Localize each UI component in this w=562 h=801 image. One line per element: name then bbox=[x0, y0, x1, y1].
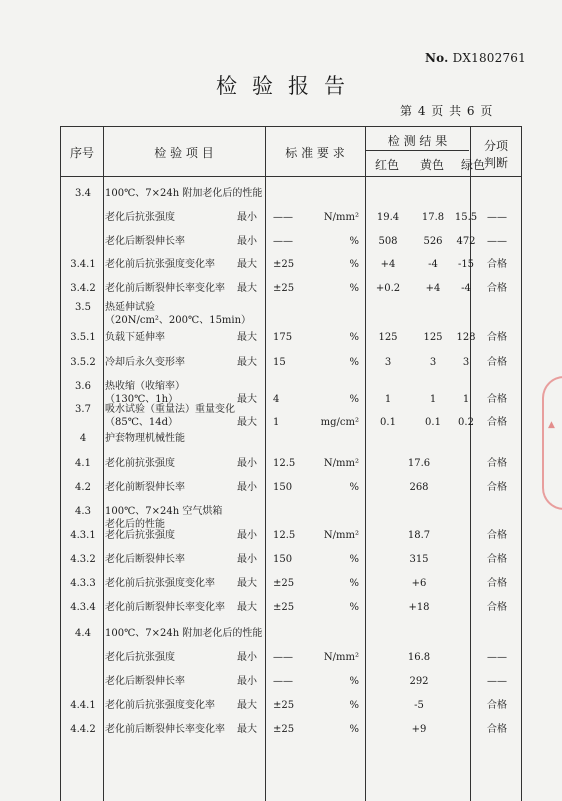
row-result: 17.6 bbox=[407, 458, 431, 469]
row-limit-type: 最大 bbox=[237, 332, 257, 343]
row-result-green: 15.5 bbox=[454, 212, 478, 223]
row-limit-type: 最大 bbox=[237, 724, 257, 735]
report-number bbox=[425, 51, 526, 65]
row-result-red: 0.1 bbox=[380, 417, 396, 428]
row-item-name: 100℃、7×24h 附加老化后的性能 bbox=[105, 188, 263, 199]
row-item-name: 负载下延伸率 bbox=[105, 332, 165, 343]
row-result-yellow: 526 bbox=[423, 236, 443, 247]
row-item-name: 老化前后抗张强度变化率 bbox=[105, 578, 215, 589]
row-limit-type: 最小 bbox=[237, 458, 257, 469]
row-unit: % bbox=[349, 482, 359, 493]
row-item-detail: （130℃、1h） bbox=[105, 394, 179, 405]
header-standard: 标 准 要 求 bbox=[285, 146, 345, 160]
row-number: 4.3.4 bbox=[70, 602, 96, 613]
row-judgement: —— bbox=[487, 236, 507, 247]
report-number-label: No. bbox=[425, 51, 449, 65]
header-item: 检 验 项 目 bbox=[154, 146, 214, 160]
row-standard-value: —— bbox=[273, 652, 293, 663]
row-item-name: 老化后断裂伸长率 bbox=[105, 676, 185, 687]
row-item-detail: （20N/cm²、200℃、15min） bbox=[105, 315, 252, 326]
row-standard-value: —— bbox=[273, 212, 293, 223]
row-item-name: 老化后抗张强度 bbox=[105, 212, 175, 223]
row-number: 4.3 bbox=[75, 506, 91, 517]
row-item-name: 老化后断裂伸长率 bbox=[105, 554, 185, 565]
row-limit-type: 最小 bbox=[237, 554, 257, 565]
row-number: 3.4.2 bbox=[70, 283, 96, 294]
row-judgement: 合格 bbox=[487, 482, 507, 493]
row-result: 268 bbox=[409, 482, 429, 493]
row-standard-value: 1 bbox=[273, 417, 280, 428]
row-result-green: 0.2 bbox=[458, 417, 474, 428]
row-number: 3.7 bbox=[75, 404, 91, 415]
row-unit: % bbox=[349, 236, 359, 247]
row-judgement: 合格 bbox=[487, 458, 507, 469]
row-number: 3.6 bbox=[75, 381, 91, 392]
row-limit-type: 最大 bbox=[237, 700, 257, 711]
row-number: 3.5.1 bbox=[70, 332, 96, 343]
row-result-red: 3 bbox=[384, 357, 392, 368]
row-limit-type: 最小 bbox=[237, 482, 257, 493]
row-limit-type: 最大 bbox=[237, 394, 257, 405]
row-result-yellow: -4 bbox=[428, 259, 438, 270]
header-judge-1: 分项 bbox=[483, 139, 508, 153]
row-number: 4.3.3 bbox=[70, 578, 96, 589]
row-number: 4.3.1 bbox=[70, 530, 96, 541]
row-standard-value: —— bbox=[273, 676, 293, 687]
header-results: 检 测 结 果 bbox=[387, 134, 448, 148]
row-number: 4.4.2 bbox=[70, 724, 96, 735]
row-result-red: 125 bbox=[378, 332, 398, 343]
row-unit: % bbox=[349, 602, 359, 613]
row-unit: N/mm² bbox=[323, 652, 359, 663]
row-item-name: 100℃、7×24h 附加老化后的性能 bbox=[105, 628, 263, 639]
row-limit-type: 最大 bbox=[237, 417, 257, 428]
row-unit: N/mm² bbox=[323, 212, 359, 223]
row-result-yellow: +4 bbox=[425, 283, 441, 294]
row-result-red: 508 bbox=[378, 236, 398, 247]
row-unit: N/mm² bbox=[323, 458, 359, 469]
row-limit-type: 最小 bbox=[237, 236, 257, 247]
col-divider bbox=[265, 127, 266, 801]
row-item-name: 老化后抗张强度 bbox=[105, 652, 175, 663]
row-limit-type: 最小 bbox=[237, 676, 257, 687]
row-result-green: -4 bbox=[461, 283, 471, 294]
row-item-name: 老化前后抗张强度变化率 bbox=[105, 700, 215, 711]
row-number: 4 bbox=[79, 433, 87, 444]
row-result: 18.7 bbox=[407, 530, 431, 541]
row-standard-value: 150 bbox=[273, 482, 293, 493]
row-result-red: +0.2 bbox=[375, 283, 401, 294]
row-result-yellow: 125 bbox=[423, 332, 443, 343]
row-judgement: —— bbox=[487, 652, 507, 663]
row-result-yellow: 0.1 bbox=[425, 417, 441, 428]
row-item-name: 老化后抗张强度 bbox=[105, 530, 175, 541]
row-limit-type: 最小 bbox=[237, 530, 257, 541]
row-result: +6 bbox=[411, 578, 427, 589]
row-judgement: —— bbox=[487, 212, 507, 223]
row-standard-value: 12.5 bbox=[273, 530, 296, 541]
row-judgement: 合格 bbox=[487, 554, 507, 565]
row-unit: mg/cm² bbox=[320, 417, 359, 428]
row-result: +9 bbox=[411, 724, 427, 735]
header-green: 绿色 bbox=[460, 158, 485, 172]
row-result: +18 bbox=[408, 602, 430, 613]
row-unit: % bbox=[349, 676, 359, 687]
row-unit: % bbox=[349, 357, 359, 368]
row-unit: % bbox=[349, 578, 359, 589]
row-item-name: 热收缩（收缩率） bbox=[105, 381, 185, 392]
row-item-name: 热延伸试验 bbox=[105, 302, 155, 313]
row-number: 4.1 bbox=[75, 458, 91, 469]
row-result-green: 472 bbox=[456, 236, 476, 247]
header-no: 序号 bbox=[69, 146, 94, 160]
row-standard-value: ±25 bbox=[273, 259, 295, 270]
row-judgement: 合格 bbox=[487, 283, 507, 294]
row-unit: % bbox=[349, 394, 359, 405]
row-standard-value: ±25 bbox=[273, 602, 295, 613]
row-limit-type: 最小 bbox=[237, 652, 257, 663]
row-result-green: 128 bbox=[456, 332, 476, 343]
row-result-red: +4 bbox=[380, 259, 396, 270]
row-judgement: 合格 bbox=[487, 530, 507, 541]
row-item-name: 100℃、7×24h 空气烘箱 bbox=[105, 506, 223, 517]
row-result-yellow: 17.8 bbox=[421, 212, 445, 223]
row-result: 292 bbox=[409, 676, 429, 687]
header-subdivider bbox=[365, 150, 469, 151]
row-standard-value: 150 bbox=[273, 554, 293, 565]
row-unit: % bbox=[349, 700, 359, 711]
row-standard-value: ±25 bbox=[273, 283, 295, 294]
row-result: 315 bbox=[409, 554, 429, 565]
page-title: 检验报告 bbox=[216, 74, 360, 98]
row-judgement: 合格 bbox=[487, 259, 507, 270]
row-number: 4.4 bbox=[75, 628, 91, 639]
row-unit: N/mm² bbox=[323, 530, 359, 541]
row-unit: % bbox=[349, 554, 359, 565]
row-standard-value: 15 bbox=[273, 357, 286, 368]
row-number: 4.2 bbox=[75, 482, 91, 493]
row-limit-type: 最大 bbox=[237, 357, 257, 368]
row-standard-value: ±25 bbox=[273, 578, 295, 589]
row-result-yellow: 1 bbox=[429, 394, 437, 405]
row-unit: % bbox=[349, 259, 359, 270]
row-result-red: 19.4 bbox=[376, 212, 400, 223]
row-limit-type: 最大 bbox=[237, 283, 257, 294]
row-number: 3.5 bbox=[75, 302, 91, 313]
row-item-name: 护套物理机械性能 bbox=[105, 433, 185, 444]
row-judgement: 合格 bbox=[487, 700, 507, 711]
row-item-name: 老化前后断裂伸长率变化率 bbox=[105, 724, 225, 735]
row-judgement: 合格 bbox=[487, 602, 507, 613]
row-standard-value: 175 bbox=[273, 332, 293, 343]
row-limit-type: 最大 bbox=[237, 602, 257, 613]
row-judgement: —— bbox=[487, 676, 507, 687]
row-judgement: 合格 bbox=[487, 578, 507, 589]
row-judgement: 合格 bbox=[487, 417, 507, 428]
row-item-name: 老化前后断裂伸长率变化率 bbox=[105, 602, 225, 613]
row-item-name: 老化前抗张强度 bbox=[105, 458, 175, 469]
row-result: 16.8 bbox=[407, 652, 431, 663]
row-result-green: 3 bbox=[462, 357, 470, 368]
row-number: 3.4.1 bbox=[70, 259, 96, 270]
row-judgement: 合格 bbox=[487, 357, 507, 368]
row-number: 4.4.1 bbox=[70, 700, 96, 711]
row-result-green: -15 bbox=[457, 259, 475, 270]
row-judgement: 合格 bbox=[487, 724, 507, 735]
row-limit-type: 最小 bbox=[237, 212, 257, 223]
row-item-name: 老化后断裂伸长率 bbox=[105, 236, 185, 247]
row-unit: % bbox=[349, 724, 359, 735]
seal-mark: ▲ bbox=[548, 420, 555, 430]
row-number: 3.4 bbox=[75, 188, 91, 199]
row-result: -5 bbox=[414, 700, 424, 711]
row-limit-type: 最大 bbox=[237, 259, 257, 270]
report-number-value: DX1802761 bbox=[452, 51, 526, 65]
row-judgement: 合格 bbox=[487, 394, 507, 405]
row-item-detail: 老化后的性能 bbox=[105, 519, 165, 530]
row-item-name: 吸水试验（重量法）重量变化 bbox=[105, 404, 235, 415]
row-unit: % bbox=[349, 332, 359, 343]
row-judgement: 合格 bbox=[487, 332, 507, 343]
row-limit-type: 最大 bbox=[237, 578, 257, 589]
row-item-detail: （85℃、14d） bbox=[105, 417, 179, 428]
row-standard-value: —— bbox=[273, 236, 293, 247]
row-item-name: 老化前后抗张强度变化率 bbox=[105, 259, 215, 270]
row-standard-value: 12.5 bbox=[273, 458, 296, 469]
row-unit: % bbox=[349, 283, 359, 294]
header-judge-2: 判断 bbox=[483, 156, 508, 170]
header-bottom-line bbox=[61, 176, 521, 177]
row-item-name: 老化前后断裂伸长率变化率 bbox=[105, 283, 225, 294]
row-item-name: 冷却后永久变形率 bbox=[105, 357, 185, 368]
page-indicator: 第 4 页 共 6 页 bbox=[400, 104, 494, 118]
row-number: 3.5.2 bbox=[70, 357, 96, 368]
row-result-green: 1 bbox=[462, 394, 470, 405]
header-red: 红色 bbox=[374, 158, 399, 172]
header-yellow: 黄色 bbox=[419, 158, 444, 172]
row-number: 4.3.2 bbox=[70, 554, 96, 565]
col-divider bbox=[103, 127, 104, 801]
row-standard-value: ±25 bbox=[273, 724, 295, 735]
row-standard-value: ±25 bbox=[273, 700, 295, 711]
row-result-yellow: 3 bbox=[429, 357, 437, 368]
row-standard-value: 4 bbox=[273, 394, 280, 405]
row-item-name: 老化前断裂伸长率 bbox=[105, 482, 185, 493]
col-divider bbox=[365, 127, 366, 801]
row-result-red: 1 bbox=[384, 394, 392, 405]
report-table bbox=[60, 126, 522, 801]
